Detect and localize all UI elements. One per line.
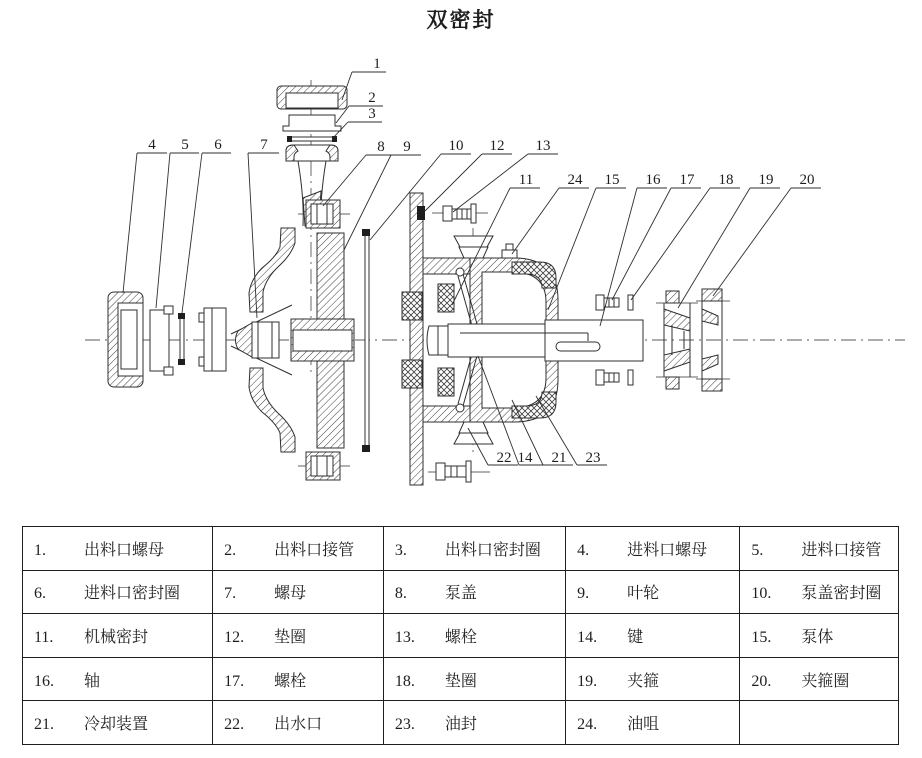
part-cell: 21. 冷却装置 xyxy=(23,701,213,745)
part-cell: 15. 泵体 xyxy=(740,614,899,658)
table-row xyxy=(23,570,899,614)
part-cell: 23. 油封 xyxy=(383,701,565,745)
callout-number-13: 13 xyxy=(535,138,551,154)
callout-number-17: 17 xyxy=(679,172,695,188)
callout-number-5: 5 xyxy=(181,137,189,153)
part-inlet-sleeve xyxy=(199,308,226,371)
callout-number-20: 20 xyxy=(799,172,815,188)
part-bolt-bottom xyxy=(436,461,471,482)
part-cell: 6. 进料口密封圈 xyxy=(23,570,213,614)
parts-table xyxy=(22,526,899,745)
part-washer-18-bottom xyxy=(628,370,633,385)
callout-number-6: 6 xyxy=(214,137,222,153)
part-cell: 17. 螺栓 xyxy=(213,657,384,701)
part-cell: 19. 夹箍 xyxy=(566,657,740,701)
part-cell: 8. 泵盖 xyxy=(383,570,565,614)
part-cell: 16. 轴 xyxy=(23,657,213,701)
leader-line-6 xyxy=(182,153,202,313)
table-row xyxy=(23,657,899,701)
part-outlet-nut xyxy=(277,86,347,109)
part-washer-18-top xyxy=(628,295,633,310)
part-cell: 22. 出水口 xyxy=(213,701,384,745)
cover-clamp-nut-bottom xyxy=(306,452,340,480)
callout-number-22: 22 xyxy=(496,450,512,466)
part-cover-gasket xyxy=(362,229,370,452)
leader-line-20 xyxy=(713,188,791,296)
part-cell: 3. 出料口密封圈 xyxy=(383,527,565,571)
callout-number-1: 1 xyxy=(373,56,381,72)
part-outlet-pipe xyxy=(283,115,341,131)
part-cell: 9. 叶轮 xyxy=(566,570,740,614)
part-outlet-seal-ring xyxy=(287,136,337,142)
leader-line-24 xyxy=(512,188,559,254)
part-cell: 5. 进料口接管 xyxy=(740,527,899,571)
callout-number-21: 21 xyxy=(551,450,567,466)
callout-number-4: 4 xyxy=(148,137,156,153)
leader-line-15 xyxy=(548,188,596,310)
leader-line-18 xyxy=(631,188,710,300)
callout-number-11: 11 xyxy=(518,172,534,188)
part-cell: 18. 垫圈 xyxy=(383,657,565,701)
callout-number-24: 24 xyxy=(567,172,583,188)
callout-number-2: 2 xyxy=(368,90,376,106)
part-impeller xyxy=(291,233,354,448)
callout-number-18: 18 xyxy=(718,172,734,188)
leader-line-17 xyxy=(612,188,671,300)
part-washer-12 xyxy=(417,206,425,220)
callout-number-3: 3 xyxy=(368,106,376,122)
cover-clamp-nut-top xyxy=(306,200,340,228)
callout-number-12: 12 xyxy=(489,138,505,154)
part-cell: 20. 夹箍圈 xyxy=(740,657,899,701)
part-inlet-pipe xyxy=(150,306,173,375)
drawing-title: 双密封 xyxy=(426,8,496,32)
part-cell: 11. 机械密封 xyxy=(23,614,213,658)
table-row xyxy=(23,614,899,658)
part-cell: 24. 油咀 xyxy=(566,701,740,745)
leader-line-10 xyxy=(370,154,441,240)
part-water-outlet-funnel xyxy=(454,422,493,444)
part-bolt-17-bottom xyxy=(596,370,619,385)
callout-number-14: 14 xyxy=(517,450,533,466)
table-row xyxy=(23,701,899,745)
part-cell: 12. 垫圈 xyxy=(213,614,384,658)
leader-line-5 xyxy=(156,153,170,308)
part-cell: 10. 泵盖密封圈 xyxy=(740,570,899,614)
part-shaft xyxy=(427,320,643,361)
part-oil-nipple xyxy=(502,244,517,258)
leader-line-13 xyxy=(453,154,528,212)
part-cell: 7. 螺母 xyxy=(213,570,384,614)
callout-number-7: 7 xyxy=(260,137,268,153)
part-inlet-nut xyxy=(108,292,143,387)
part-cell xyxy=(740,701,899,745)
leader-line-4 xyxy=(123,153,137,293)
callout-number-9: 9 xyxy=(403,139,411,155)
callout-number-8: 8 xyxy=(377,139,385,155)
part-cell: 14. 键 xyxy=(566,614,740,658)
callout-number-16: 16 xyxy=(645,172,661,188)
part-cell: 2. 出料口接管 xyxy=(213,527,384,571)
callout-number-23: 23 xyxy=(585,450,601,466)
callout-number-15: 15 xyxy=(604,172,620,188)
part-cell: 13. 螺栓 xyxy=(383,614,565,658)
leader-line-8 xyxy=(323,155,366,206)
callout-number-19: 19 xyxy=(758,172,774,188)
table-row xyxy=(23,527,899,571)
part-cell: 1. 出料口螺母 xyxy=(23,527,213,571)
part-inlet-seal-ring xyxy=(178,313,185,365)
part-cell: 4. 进料口螺母 xyxy=(566,527,740,571)
part-impeller-nut xyxy=(236,322,280,358)
callout-number-10: 10 xyxy=(448,138,464,154)
part-cooling-inlet-funnel xyxy=(454,236,493,258)
